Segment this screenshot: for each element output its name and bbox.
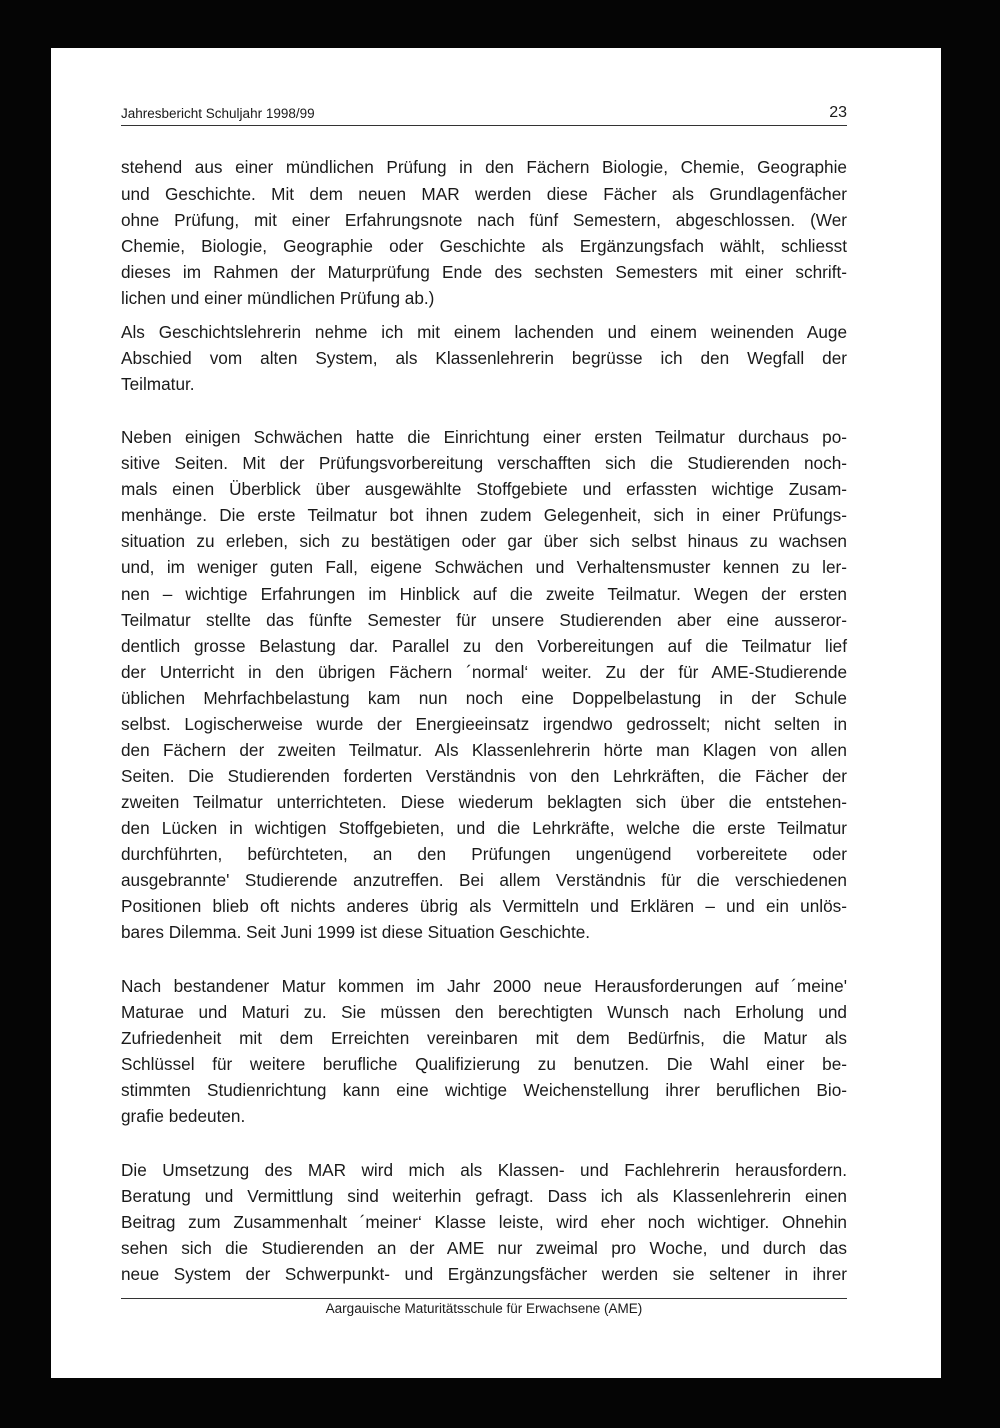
footer-rule <box>121 1298 847 1299</box>
text-line: üblichen Mehrfachbelastung kam nun noch eine Doppelbelastung in der Schule <box>121 688 847 708</box>
text-line: Teilmatur. <box>121 374 195 394</box>
text-line: dentlich grosse Belastung dar. Parallel zu den Vorbereitungen auf die Teilmatur lief <box>121 636 847 656</box>
text-line: situation zu erleben, sich zu bestätigen oder gar über sich selbst hinaus zu wachsen <box>121 531 847 551</box>
text-line: Abschied vom alten System, als Klassenlehrerin begrüsse ich den Wegfall der <box>121 348 847 368</box>
text-line: sehen sich die Studierenden an der AME nur zweimal pro Woche, und durch das <box>121 1238 847 1258</box>
text-line: Beratung und Vermittlung sind weiterhin gefragt. Dass ich als Klassenlehrerin einen <box>121 1186 847 1206</box>
text-line: und Geschichte. Mit dem neuen MAR werden diese Fächer als Grundlagenfächer <box>121 184 847 204</box>
text-line: Beitrag zum Zusammenhalt ´meiner‘ Klasse leiste, wird eher noch wichtiger. Ohnehin <box>121 1212 847 1232</box>
running-footer: Aargauische Maturitätsschule für Erwachsene (AME) <box>325 1301 643 1316</box>
text-line: Teilmatur stellte das fünfte Semester für unsere Studierenden aber eine ausseror- <box>121 610 847 630</box>
running-header <box>121 104 847 124</box>
text-line: stehend aus einer mündlichen Prüfung in den Fächern Biologie, Chemie, Geographie <box>121 157 847 177</box>
text-line: zweiten Teilmatur unterrichteten. Diese wiederum beklagten sich über die entstehen- <box>121 792 847 812</box>
text-line: und, im weniger guten Fall, eigene Schwächen und Verhaltensmuster kennen zu ler- <box>121 557 847 577</box>
text-line: Schlüssel für weitere berufliche Qualifizierung zu benutzen. Die Wahl einer be- <box>121 1054 847 1074</box>
text-line: ausgebrannte' Studierende anzutreffen. Bei allem Verständnis für die verschiedenen <box>121 870 847 890</box>
text-line: grafie bedeuten. <box>121 1106 246 1126</box>
text-line: menhänge. Die erste Teilmatur bot ihnen zudem Gelegenheit, sich in einer Prüfungs- <box>121 505 847 525</box>
text-line: Als Geschichtslehrerin nehme ich mit einem lachenden und einem weinenden Auge <box>121 322 847 342</box>
text-line: ohne Prüfung, mit einer Erfahrungsnote nach fünf Semestern, abgeschlossen. (Wer <box>121 210 847 230</box>
document-page <box>51 48 941 1378</box>
text-line: Seiten. Die Studierenden forderten Verständnis von den Lehrkräften, die Fächer der <box>121 766 847 786</box>
text-line: stimmten Studienrichtung kann eine wichtige Weichenstellung ihrer beruflichen Bio- <box>121 1080 847 1100</box>
text-line: mals einen Überblick über ausgewählte Stoffgebiete und erfassten wichtige Zusam- <box>121 479 847 499</box>
text-line: den Fächern der zweiten Teilmatur. Als Klassenlehrerin hörte man Klagen von allen <box>121 740 847 760</box>
text-line: neue System der Schwerpunkt- und Ergänzungsfächer werden sie seltener in ihrer <box>121 1264 847 1284</box>
text-line: Nach bestandener Matur kommen im Jahr 2000 neue Herausforderungen auf ´meine' <box>121 976 847 996</box>
text-line: Zufriedenheit mit dem Erreichten vereinbaren mit dem Bedürfnis, die Matur als <box>121 1028 847 1048</box>
text-line: sitive Seiten. Mit der Prüfungsvorbereitung verschafften sich die Studierenden noch- <box>121 453 847 473</box>
text-line: der Unterricht in den übrigen Fächern ´normal‘ weiter. Zu der für AME-Studierende <box>121 662 847 682</box>
text-line: bares Dilemma. Seit Juni 1999 ist diese Situation Geschichte. <box>121 922 591 942</box>
text-line: Maturae und Maturi zu. Sie müssen den berechtigten Wunsch nach Erholung und <box>121 1002 847 1022</box>
text-line: den Lücken in wichtigen Stoffgebieten, und die Lehrkräfte, welche die erste Teilmatur <box>121 818 847 838</box>
text-line: nen – wichtige Erfahrungen im Hinblick auf die zweite Teilmatur. Wegen der ersten <box>121 584 847 604</box>
text-line: selbst. Logischerweise wurde der Energieeinsatz irgendwo gedrosselt; nicht selten in <box>121 714 847 734</box>
text-line: durchführten, befürchteten, an den Prüfungen ungenügend vorbereitete oder <box>121 844 847 864</box>
header-rule <box>121 125 847 126</box>
text-line: Chemie, Biologie, Geographie oder Geschichte als Ergänzungsfach wählt, schliesst <box>121 236 847 256</box>
text-line: Positionen blieb oft nichts anderes übrig als Vermitteln und Erklären – und ein unlös- <box>121 896 847 916</box>
text-line: Die Umsetzung des MAR wird mich als Klassen- und Fachlehrerin herausfordern. <box>121 1160 847 1180</box>
text-line: lichen und einer mündlichen Prüfung ab.) <box>121 288 435 308</box>
text-line: Neben einigen Schwächen hatte die Einrichtung einer ersten Teilmatur durchaus po- <box>121 427 847 447</box>
header-title: Jahresbericht Schuljahr 1998/99 <box>121 106 315 121</box>
page-number: 23 <box>829 104 847 121</box>
text-line: dieses im Rahmen der Maturprüfung Ende des sechsten Semesters mit einer schrift- <box>121 262 847 282</box>
